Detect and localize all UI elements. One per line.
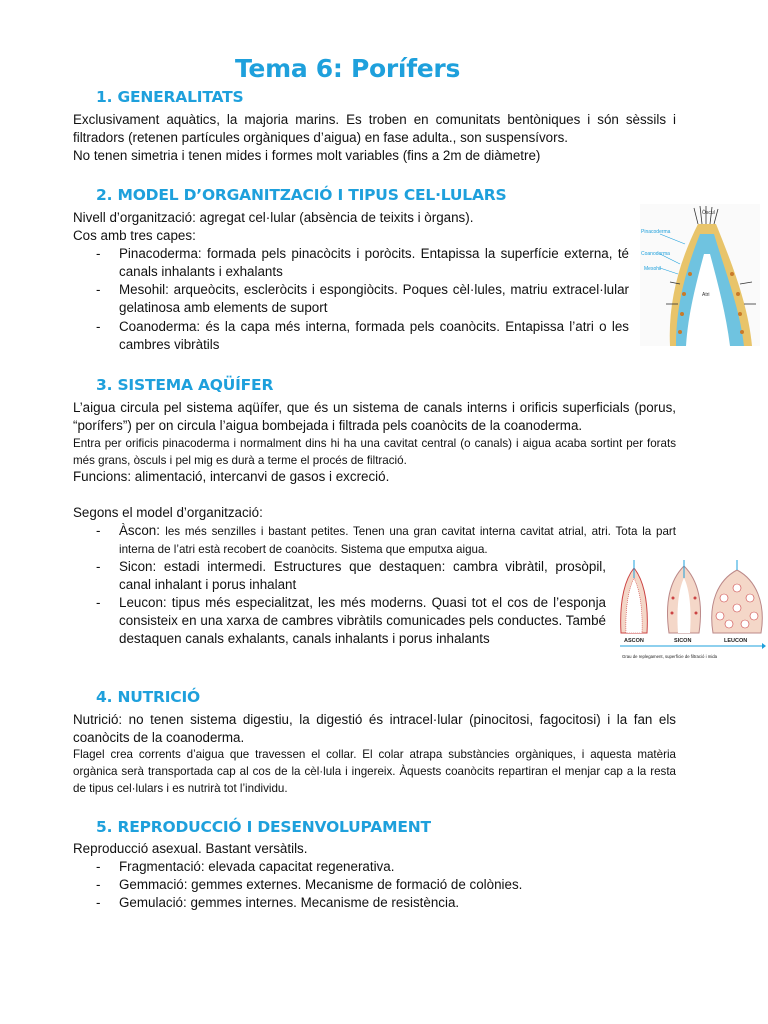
- page-title: Tema 6: Porífers: [235, 54, 461, 83]
- label-ascon: ASCON: [624, 638, 644, 644]
- paragraph: Nutrició: no tenen sistema digestiu, la digestió és intracel·lular (pinocitosi, fagocitosi) i la fan els coanòcits de la coanoderma.: [73, 712, 676, 745]
- heading-reproduccio: 5. REPRODUCCIÓ I DESENVOLUPAMENT: [96, 818, 431, 836]
- list-item: - Gemmació: gemmes externes. Mecanisme de formació de colònies.: [96, 877, 523, 892]
- label-sicon: SICON: [674, 638, 692, 644]
- paragraph: L’aigua circula pel sistema aqüífer, que és un sistema de canals interns i orificis superficials (porus, “porífers”) per on circula l’aigua bombejada i filtrada pels coanòcits de la coanoderma.: [73, 400, 676, 433]
- label-pinacoderma: Pinacoderma: [641, 229, 671, 235]
- sponge-types-figure: [616, 558, 766, 666]
- list-item: - Mesohil: arqueòcits, escleròcits i espongiòcits. Poques cèl·lules, matriu extracel·lular gelatinosa amb elements de suport: [96, 282, 629, 315]
- label-mesohil: Mesohil: [644, 266, 662, 272]
- paragraph: Flagel crea corrents d’aigua que travessen el collar. El colar atrapa substàncies orgàniques, i aquesta matèria orgànica serà transportada cap al cos de la cèl·lula i ingereix. Àquests coanòcits repartiran el menjar cap a la resta de tipus cel·lulars i es nutrirà tot l’individu.: [73, 748, 676, 795]
- list-item: - Fragmentació: elevada capacitat regenerativa.: [96, 859, 395, 874]
- list-item: - Sicon: estadi intermedi. Estructures que destaquen: cambra vibràtil, prosòpil, canal inhalant i porus inhalant: [96, 559, 606, 592]
- list-item: - Pinacoderma: formada pels pinacòcits i poròcits. Entapissa la superfície externa, té canals inhalants i exhalants: [96, 246, 629, 279]
- label-osculum: Òscul: [702, 210, 715, 216]
- label-coanoderma: Coanoderma: [641, 251, 670, 257]
- paragraph: Exclusivament aquàtics, la majoria marins. Es troben en comunitats bentòniques i són sèssils i filtradors (retenen partícules orgàniques d’aigua) en fase adulta., son suspensívors.: [73, 112, 676, 145]
- label-atri: Atri: [702, 292, 710, 298]
- list-item: - Gemulació: gemmes internes. Mecanisme de resistència.: [96, 895, 460, 910]
- list-item: - Leucon: tipus més especialitzat, les més moderns. Quasi tot el cos de l’esponja consisteix en una xarxa de cambres vibràtils comunicades pels conductes. També destaquen canals exhalants, canals inhalants i porus inhalants: [96, 595, 606, 646]
- paragraph: Cos amb tres capes:: [73, 228, 196, 243]
- sponge-structure-figure: [640, 204, 760, 346]
- paragraph: Nivell d’organització: agregat cel·lular (absència de teixits i òrgans).: [73, 210, 474, 225]
- heading-sistema-aquifer: 3. SISTEMA AQÜÍFER: [96, 376, 274, 394]
- label-leucon: LEUCON: [724, 638, 748, 644]
- list-item: - Coanoderma: és la capa més interna, formada pels coanòcits. Entapissa l’atri o les cambres vibràtils: [96, 319, 629, 352]
- heading-generalitats: 1. GENERALITATS: [96, 88, 244, 106]
- list-item: - Àscon: les més senzilles i bastant petites. Tenen una gran cavitat interna cavitat atrial, atri. Tota la part interna de l’atri està recobert de coanòcits. Sistema que emputxa aigua.: [96, 523, 676, 556]
- paragraph: Funcions: alimentació, intercanvi de gasos i excreció.: [73, 469, 390, 484]
- figure-caption: Grau de replegament, superfície de filtració i mida: [622, 654, 718, 659]
- heading-model-organitzacio: 2. MODEL D’ORGANITZACIÓ I TIPUS CEL·LULARS: [96, 186, 507, 204]
- heading-nutricio: 4. NUTRICIÓ: [96, 688, 201, 706]
- paragraph: Entra per orificis pinacoderma i normalment dins hi ha una cavitat central (o canals) i aigua acaba sortint per forats més grans, òsculs i pel mig es durà a terme el procés de filtració.: [73, 437, 676, 467]
- paragraph: Reproducció asexual. Bastant versàtils.: [73, 841, 308, 856]
- paragraph: No tenen simetria i tenen mides i formes molt variables (fins a 2m de diàmetre): [73, 148, 541, 163]
- paragraph: Segons el model d’organització:: [73, 505, 263, 520]
